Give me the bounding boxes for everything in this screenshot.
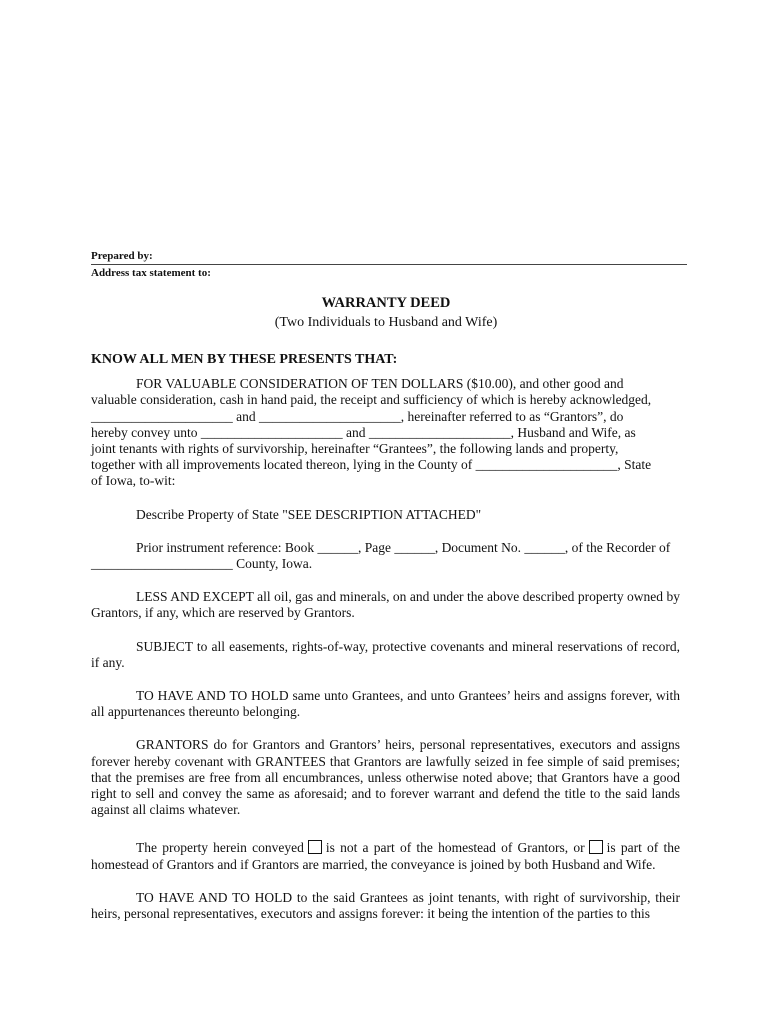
joint-tenants-paragraph: TO HAVE AND TO HOLD to the said Grantees as joint tenants, with right of survivorship, their heirs, personal representatives, executors and assigns forever: it being the intention of the parties to this <box>91 889 680 922</box>
not-homestead-checkbox[interactable] <box>308 840 322 854</box>
to-have-paragraph: TO HAVE AND TO HOLD same unto Grantees, and unto Grantees’ heirs and assigns forever, with all appurtenances thereunto belonging. <box>91 688 680 720</box>
consideration-line-5: joint tenants with rights of survivorship, hereinafter “Grantees”, the following lands and property, <box>91 441 619 457</box>
homestead-paragraph <box>91 840 680 872</box>
document-title: WARRANTY DEED <box>321 295 451 311</box>
consideration-line-1: FOR VALUABLE CONSIDERATION OF TEN DOLLARS ($10.00), and other good and <box>136 376 624 392</box>
know-all-heading: KNOW ALL MEN BY THESE PRESENTS THAT: <box>91 352 398 367</box>
consideration-line-2: valuable consideration, cash in hand paid, the receipt and sufficiency of which is hereby acknowledged, <box>91 392 652 408</box>
prior-instrument-line-2: _____________________ County, Iowa. <box>91 556 313 572</box>
title-block <box>91 295 681 331</box>
grantors-covenant-paragraph: GRANTORS do for Grantors and Grantors’ heirs, personal representatives, executors and assigns forever hereby covenant with GRANTEES that Grantors are lawfully seized in fee simple of said premises; that the premises are free from all encumbrances, unless otherwise noted above; that Grantors have a good right to sell and convey the same as aforesaid; and to forever warrant and defend the title to the said lands against all claims whatever. <box>91 737 680 818</box>
subject-paragraph: SUBJECT to all easements, rights-of-way, protective covenants and mineral reservations of record, if any. <box>91 638 680 670</box>
homestead-text-c: is part of the homestead of Grantors and if Grantors are married, the conveyance is joined by both Husband and Wife. <box>91 840 681 872</box>
address-tax-label: Address tax statement to: <box>91 267 211 279</box>
less-except-paragraph: LESS AND EXCEPT all oil, gas and minerals, on and under the above described property owned by Grantors, if any, which are reserved by Grantors. <box>91 589 680 621</box>
prior-instrument-line-1: Prior instrument reference: Book ______, Page ______, Document No. ______, of the Recorder of <box>136 539 671 555</box>
deed-body <box>91 352 680 922</box>
consideration-paragraph <box>91 376 680 489</box>
document-subtitle: (Two Individuals to Husband and Wife) <box>274 315 498 330</box>
consideration-line-3: _____________________ and _____________________, hereinafter referred to as “Grantors”, do <box>91 408 624 424</box>
consideration-line-6: together with all improvements located thereon, lying in the County of _____________________, State <box>91 457 652 473</box>
prepared-by-label: Prepared by: <box>91 250 687 265</box>
consideration-line-7: of Iowa, to-wit: <box>91 473 176 489</box>
prior-instrument-paragraph <box>91 540 680 572</box>
is-homestead-checkbox[interactable] <box>589 840 603 854</box>
homestead-text-a: The property herein conveyed <box>136 840 304 856</box>
consideration-line-4: hereby convey unto _____________________ and _____________________, Husband and Wife, as <box>91 424 636 440</box>
homestead-text-b: is not a part of the homestead of Grantors, or <box>325 840 585 856</box>
document-header <box>91 250 687 280</box>
describe-property: Describe Property of State "SEE DESCRIPTION ATTACHED" <box>136 506 482 522</box>
